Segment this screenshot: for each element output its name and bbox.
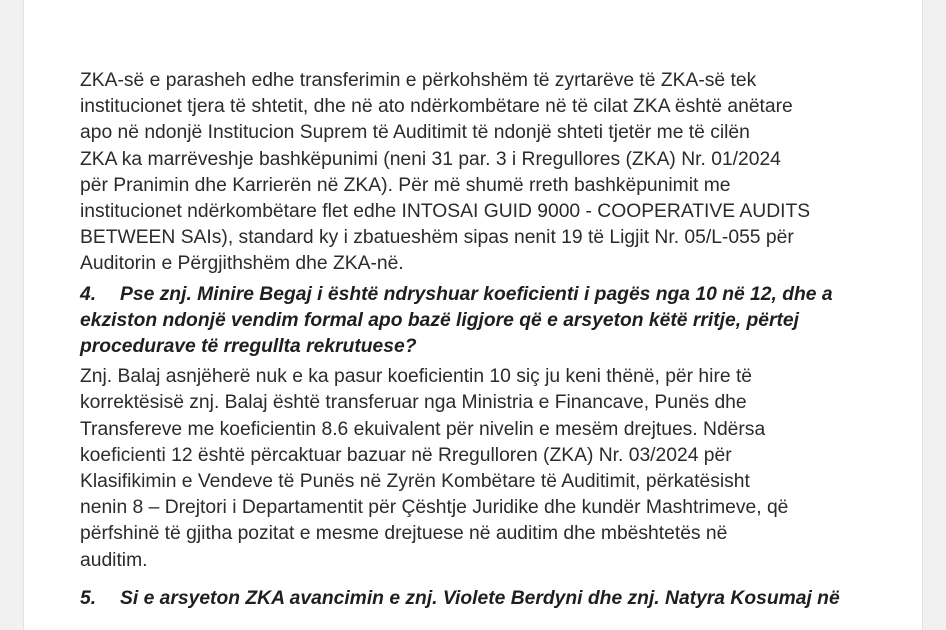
text-line: auditim. xyxy=(80,549,148,571)
question-5-partial xyxy=(80,586,840,612)
question-number: 5. xyxy=(80,588,97,609)
text-line: institucionet tjera të shtetit, dhe në ato ndërkombëtare në të cilat ZKA është anëtare xyxy=(80,96,793,118)
paragraph-cooperation xyxy=(80,68,840,278)
logo-fragment-icon xyxy=(211,0,229,2)
text-line: nenin 8 – Drejtori i Departamentit për Çështje Juridike dhe kundër Mashtrimeve, që xyxy=(80,497,789,519)
text-line: BETWEEN SAIs), standard ky i zbatueshëm sipas nenit 19 të Ligjit Nr. 05/L-055 për xyxy=(80,227,794,249)
document-body xyxy=(80,68,840,574)
text-line: institucionet ndërkombëtare flet edhe INTOSAI GUID 9000 - COOPERATIVE AUDITS xyxy=(80,201,811,223)
text-line: korrektësisë znj. Balaj është transferuar nga Ministria e Financave, Punës dhe xyxy=(80,392,747,414)
text-line: Auditorin e Përgjithshëm dhe ZKA-në. xyxy=(80,253,404,275)
question-text-line: Pse znj. Minire Begaj i është ndryshuar koeficienti i pagës nga 10 në 12, dhe a xyxy=(120,283,833,305)
question-text-line: procedurave të rregullta rekrutuese? xyxy=(80,336,417,358)
question-number: 4. xyxy=(80,283,97,305)
question-text-line: ekziston ndonjë vendim formal apo bazë ligjore që e arsyeton këtë rritje, përtej xyxy=(80,309,799,331)
question-4 xyxy=(80,282,840,361)
text-line: ZKA ka marrëveshje bashkëpunimi (neni 31 par. 3 i Rregullores (ZKA) Nr. 01/2024 xyxy=(80,148,781,170)
text-line: Klasifikimin e Vendeve të Punës në Zyrën Kombëtare të Auditimit, përkatësisht xyxy=(80,471,750,493)
text-line: për Pranimin dhe Karrierën në ZKA). Për më shumë rreth bashkëpunimit me xyxy=(80,174,731,196)
text-line: përfshinë të gjitha pozitat e mesme drejtuese në auditim dhe mbështetës në xyxy=(80,523,728,545)
text-line: ZKA-së e parasheh edhe transferimin e përkohshëm të zyrtarëve të ZKA-së tek xyxy=(80,70,757,91)
text-line: Znj. Balaj asnjëherë nuk e ka pasur koeficientin 10 siç ju keni thënë, për hire të xyxy=(80,366,753,388)
paragraph-answer-4 xyxy=(80,364,840,574)
text-line: koeficienti 12 është përcaktuar bazuar në Rregulloren (ZKA) Nr. 03/2024 për xyxy=(80,444,732,466)
text-line: apo në ndonjë Institucion Suprem të Auditimit të ndonjë shteti tjetër me të cilën xyxy=(80,122,750,144)
text-line: Transfereve me koeficientin 8.6 ekuivalent për nivelin e mesëm drejtues. Ndërsa xyxy=(80,418,766,440)
question-text-line: Si e arsyeton ZKA avancimin e znj. Violete Berdyni dhe znj. Natyra Kosumaj në xyxy=(120,588,840,609)
